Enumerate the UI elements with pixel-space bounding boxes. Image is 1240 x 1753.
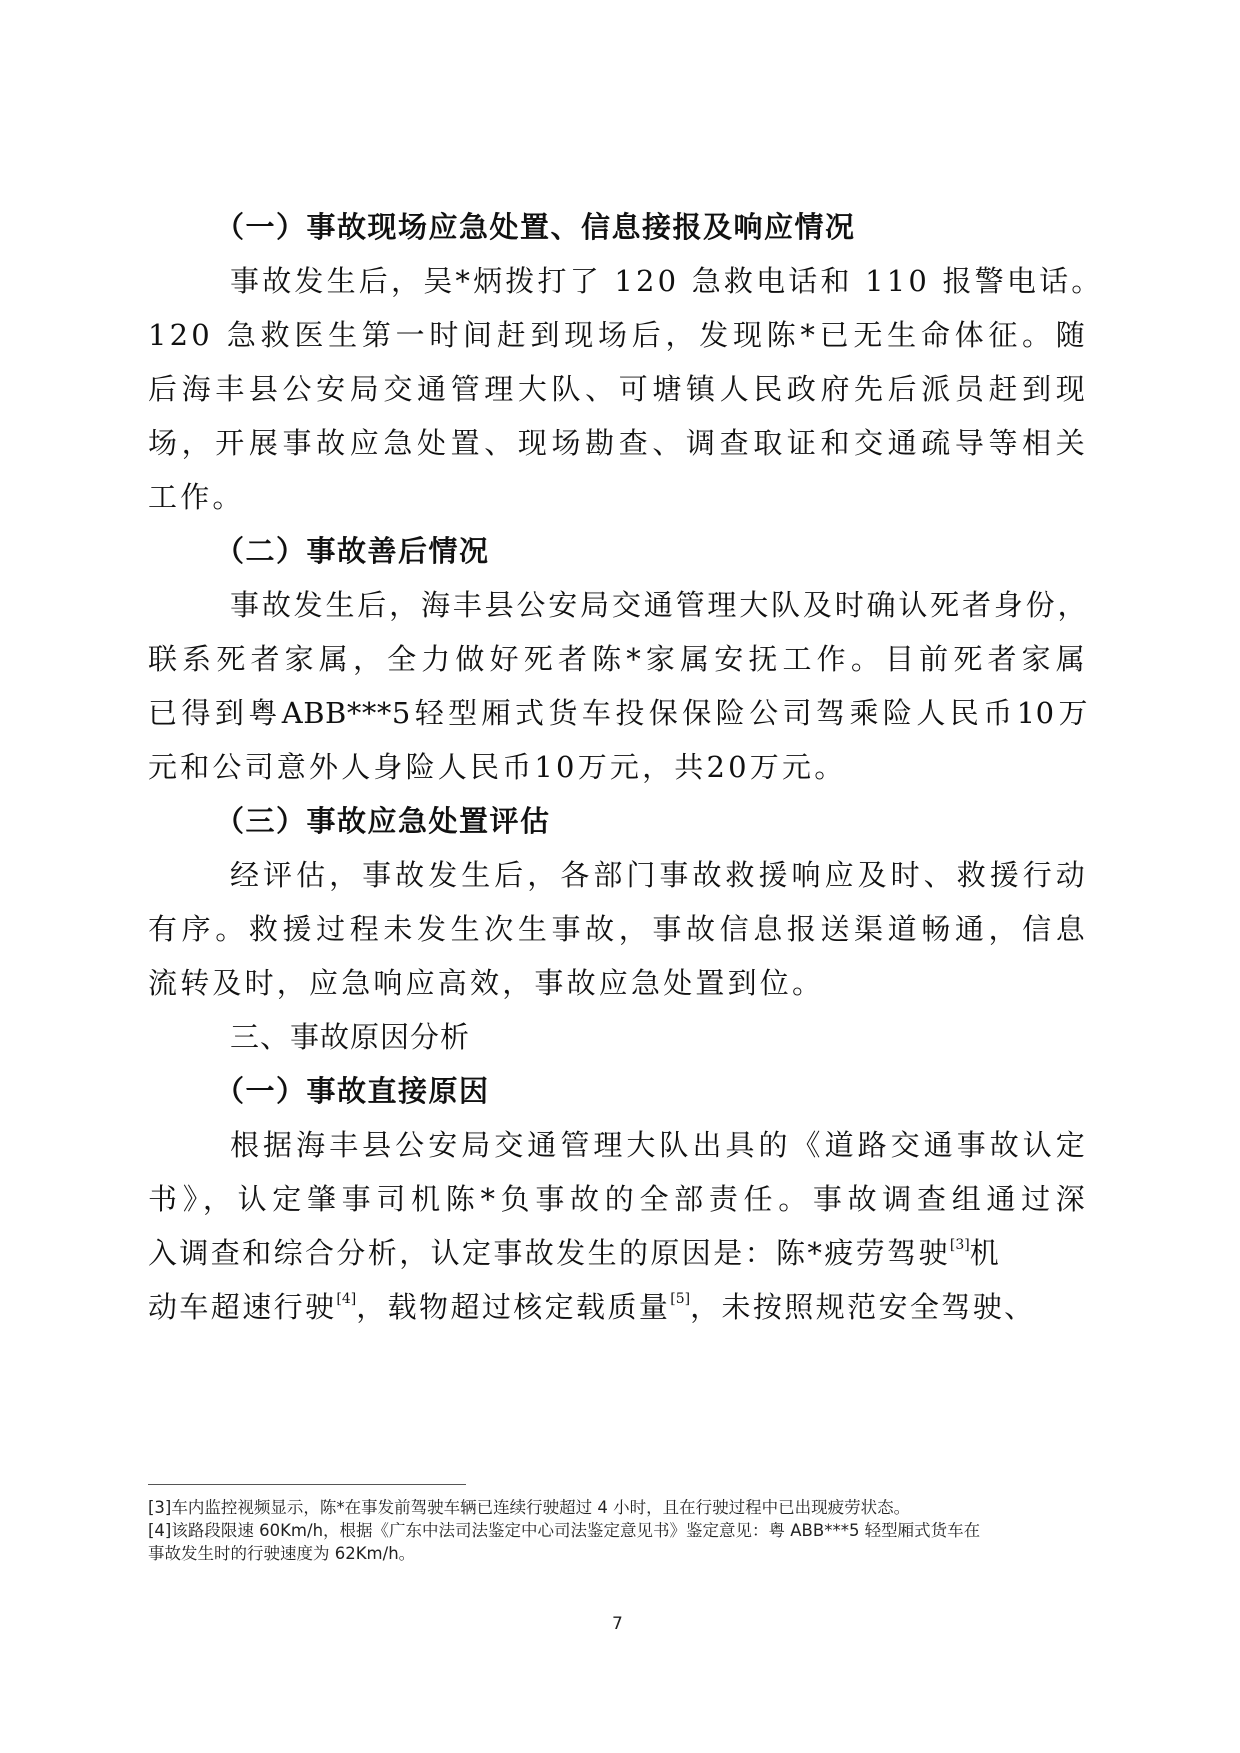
paragraph-line: 场，开展事故应急处置、现场勘查、调查取证和交通疏导等相关	[148, 426, 1088, 460]
paragraph-line: 事故发生后，吴*炳拨打了 120 急救电话和 110 报警电话。	[230, 264, 1104, 298]
text-run: 入调查和综合分析，认定事故发生的原因是：陈*疲劳驾驶	[148, 1236, 950, 1270]
text-run: 机	[969, 1236, 1002, 1270]
paragraph-line: 流转及时，应急响应高效，事故应急处置到位。	[148, 966, 825, 1000]
section-heading-direct-cause: （一）事故直接原因	[215, 1074, 490, 1108]
paragraph-line: 根据海丰县公安局交通管理大队出具的《道路交通事故认定	[230, 1128, 1088, 1162]
page-number: 7	[612, 1614, 623, 1634]
footnote-ref-4[interactable]: [4]	[336, 1291, 357, 1307]
paragraph-line: 后海丰县公安局交通管理大队、可塘镇人民政府先后派员赶到现	[148, 372, 1088, 406]
paragraph-line: 联系死者家属，全力做好死者陈*家属安抚工作。目前死者家属	[148, 642, 1088, 676]
section-heading-evaluation: （三）事故应急处置评估	[215, 804, 551, 838]
paragraph-line: 经评估，事故发生后，各部门事故救援响应及时、救援行动	[230, 858, 1088, 892]
paragraph-line	[148, 1289, 1088, 1325]
chapter-heading-cause-analysis: 三、事故原因分析	[230, 1020, 471, 1054]
footnote-3: [3]车内监控视频显示，陈*在事发前驾驶车辆已连续行驶超过 4 小时，且在行驶过程中已出现疲劳状态。	[148, 1498, 911, 1517]
footnote-divider	[148, 1484, 466, 1485]
paragraph-line: 工作。	[148, 480, 245, 514]
paragraph-line: 元和公司意外人身险人民币10万元，共20万元。	[148, 750, 847, 784]
paragraph-line: 120 急救医生第一时间赶到现场后，发现陈*已无生命体征。随	[148, 318, 1088, 352]
section-heading-emergency-response: （一）事故现场应急处置、信息接报及响应情况	[215, 210, 856, 244]
footnote-ref-5[interactable]: [5]	[670, 1291, 691, 1307]
section-heading-aftermath: （二）事故善后情况	[215, 534, 490, 568]
paragraph-line	[148, 1235, 1088, 1271]
footnote-ref-3[interactable]: [3]	[949, 1237, 970, 1253]
text-run: ，未按照规范安全驾驶、	[690, 1290, 1036, 1324]
paragraph-line: 书》，认定肇事司机陈*负事故的全部责任。事故调查组通过深	[148, 1182, 1088, 1216]
footnote-4: [4]该路段限速 60Km/h，根据《广东中法司法鉴定中心司法鉴定意见书》鉴定意见：粤 ABB***5 轻型厢式货车在	[148, 1521, 981, 1540]
paragraph-line: 有序。救援过程未发生次生事故，事故信息报送渠道畅通，信息	[148, 912, 1088, 946]
text-run: ，载物超过核定载质量	[356, 1290, 671, 1324]
paragraph-line: 事故发生后，海丰县公安局交通管理大队及时确认死者身份，	[230, 588, 1088, 622]
text-run: 动车超速行驶	[148, 1290, 337, 1324]
footnote-4-continued: 事故发生时的行驶速度为 62Km/h。	[148, 1544, 416, 1563]
paragraph-line: 已得到粤ABB***5轻型厢式货车投保保险公司驾乘险人民币10万	[148, 696, 1088, 730]
